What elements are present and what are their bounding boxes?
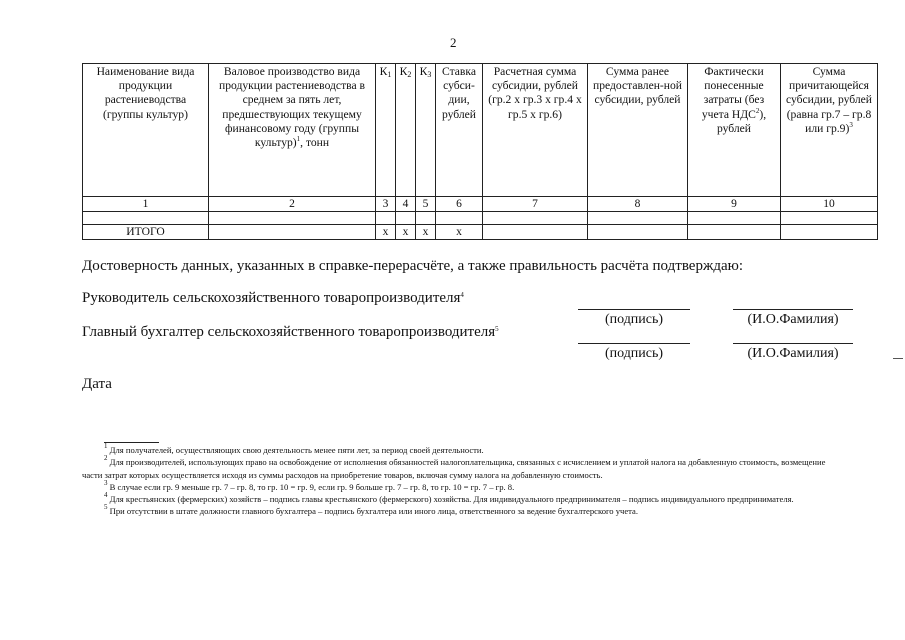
total-cell: х — [376, 225, 396, 240]
column-number: 6 — [436, 197, 483, 212]
header-subsidy-rate: Ставка субси-дии, рублей — [436, 64, 483, 197]
footnotes — [82, 444, 842, 518]
empty-data-row — [83, 212, 878, 225]
page-number: 2 — [450, 35, 457, 50]
column-number: 9 — [688, 197, 781, 212]
column-number: 1 — [83, 197, 209, 212]
total-cell: х — [396, 225, 416, 240]
header-product-type: Наименование вида продукции растениеводства (группы культур) — [83, 64, 209, 197]
total-cell — [483, 225, 588, 240]
head-signature-line — [578, 309, 690, 310]
footnote-item: $^4$ Для крестьянских (фермерских) хозяйств – подпись главы крестьянского (фермерского) хозяйства. Для индивидуального предпринимателя – подпись индивидуального предпринимателя. — [104, 491, 794, 505]
column-number: 10 — [781, 197, 878, 212]
accountant-name-caption: (И.О.Фамилия) — [747, 346, 839, 361]
certification-statement: Достоверность данных, указанных в справке-перерасчёте, а также правильность расчёта подтверждаю: — [82, 258, 743, 274]
head-signature-role: Руководитель сельскохозяйственного товаропроизводителя$^4$ — [82, 290, 464, 306]
total-cell — [209, 225, 376, 240]
total-row — [83, 225, 878, 240]
column-number: 4 — [396, 197, 416, 212]
total-cell: х — [436, 225, 483, 240]
scan-margin-mark — [893, 358, 903, 359]
header-k2: $К_2$ — [396, 64, 416, 197]
total-label: ИТОГО — [83, 225, 209, 240]
head-name-caption: (И.О.Фамилия) — [747, 312, 839, 327]
total-cell — [588, 225, 688, 240]
subsidy-calculation-table — [82, 63, 878, 240]
header-k3: $К_3$ — [416, 64, 436, 197]
header-k1: $К_1$ — [376, 64, 396, 197]
column-number: 5 — [416, 197, 436, 212]
footnote-item: $^5$ При отсутствии в штате должности главного бухгалтера – подпись бухгалтера или иного лица, ответственного за ведение бухгалтерского учета. — [104, 503, 639, 517]
accountant-signature-line — [578, 343, 690, 344]
header-calculated-sum: Расчетная сумма субсидии, рублей (гр.2 х гр.3 х гр.4 х гр.5 х гр.6) — [483, 64, 588, 197]
total-cell: х — [416, 225, 436, 240]
accountant-signature-caption: (подпись) — [604, 346, 664, 361]
header-gross-production: Валовое производство вида продукции растениеводства в среднем за пять лет, предшествующих текущему финансовому году (группы культур)$^1$, тонн — [209, 64, 376, 197]
date-label: Дата — [82, 376, 112, 392]
head-name-line — [733, 309, 853, 310]
accountant-signature-role: Главный бухгалтер сельскохозяйственного товаропроизводителя$^5$ — [82, 324, 499, 340]
header-actual-costs: Фактически понесенные затраты (без учета НДС$^2$), рублей — [688, 64, 781, 197]
header-previous-subsidy: Сумма ранее предоставлен-ной субсидии, рублей — [588, 64, 688, 197]
column-number-row — [83, 197, 878, 212]
column-number: 7 — [483, 197, 588, 212]
footnote-separator — [104, 442, 159, 443]
column-number: 8 — [588, 197, 688, 212]
column-number: 3 — [376, 197, 396, 212]
table-header-row — [83, 64, 878, 197]
total-cell — [781, 225, 878, 240]
footnote-item: $^2$ Для производителей, использующих право на освобождение от исполнения обязанностей налогоплательщика, связанных с исчислением и уплатой налога на добавленную стоимость, возмещение части затрат которых осуществляется исходя из суммы расходов на приобретение товаров, включая сумму налога на добавленную стоимость. — [82, 454, 826, 480]
column-number: 2 — [209, 197, 376, 212]
total-cell — [688, 225, 781, 240]
accountant-name-line — [733, 343, 853, 344]
footnote-item: $^3$ В случае если гр. 9 меньше гр. 7 – гр. 8, то гр. 10 = гр. 9, если гр. 9 больше гр. 7 – гр. 8, то гр. 10 = гр. 7 – гр. 8. — [104, 478, 515, 492]
head-signature-caption: (подпись) — [604, 312, 664, 327]
header-due-subsidy: Сумма причитающейся субсидии, рублей (равна гр.7 – гр.8 или гр.9)$^3$ — [781, 64, 878, 197]
footnote-item: $^1$ Для получателей, осуществляющих свою деятельность менее пяти лет, за период своей деятельности. — [104, 442, 484, 455]
